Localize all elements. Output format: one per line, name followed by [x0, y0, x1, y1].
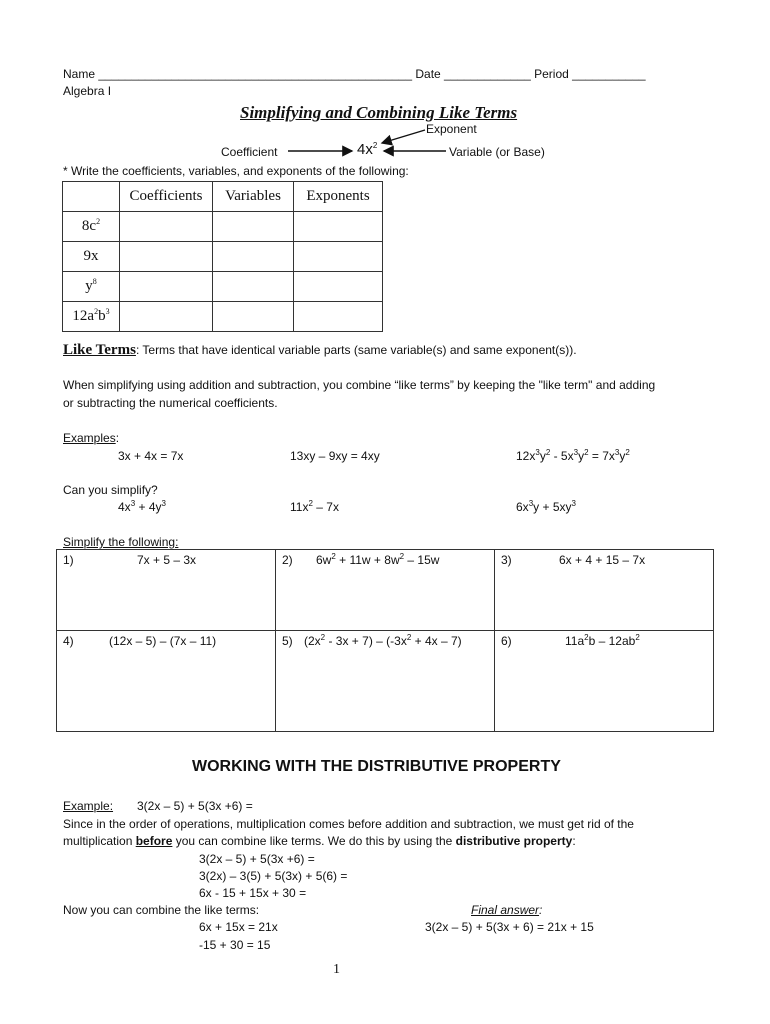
answer-cell[interactable] — [213, 272, 294, 302]
problem-expression: 6x + 4 + 15 – 7x — [559, 553, 646, 567]
example-1: 3x + 4x = 7x — [118, 449, 184, 463]
problem-number: 4) — [63, 634, 74, 648]
term-cell: $y^8$ — [63, 272, 120, 302]
problem-expression: 7x + 5 – 3x — [137, 553, 197, 567]
coefficient-label: Coefficient — [221, 145, 278, 159]
problem-cell[interactable] — [276, 631, 495, 732]
answer-cell[interactable] — [213, 242, 294, 272]
problem-cell[interactable] — [495, 631, 714, 732]
answer-cell[interactable] — [120, 212, 213, 242]
variable-label: Variable (or Base) — [449, 145, 545, 159]
can-you-simplify-label: Can you simplify? — [63, 483, 158, 497]
combine-label: Now you can combine the like terms: — [63, 903, 260, 917]
step-2: 3(2x) – 3(5) + 5(3x) + 5(6) = — [199, 869, 348, 883]
problem-expression: $6w^2 + 11w + 8w^2 - 15w$ — [316, 552, 440, 567]
example-term: $4x^2$ — [357, 141, 378, 158]
table-header-row — [63, 182, 383, 212]
example-expression: 3(2x – 5) + 5(3x +6) = — [137, 799, 253, 813]
simplify-problems-table — [56, 549, 714, 732]
answer-cell[interactable] — [294, 302, 383, 332]
final-answer-label: Final answer: — [471, 903, 543, 917]
section-heading: WORKING WITH THE DISTRIBUTIVE PROPERTY — [192, 758, 561, 775]
answer-cell[interactable] — [120, 242, 213, 272]
coefficients-table — [62, 181, 383, 332]
problem-number: 2) — [282, 553, 293, 567]
like-terms-label: Like Terms — [63, 342, 136, 358]
simplify-label: Simplify the following: — [63, 535, 179, 549]
problem-number: 3) — [501, 553, 512, 567]
term-cell: $8c^2$ — [63, 212, 120, 242]
answer-cell[interactable] — [294, 242, 383, 272]
like-terms-definition: Like Terms: Terms that have identical variable parts (same variable(s) and same exponent(s)). — [63, 342, 577, 358]
problem-expression: $(2x^2 - 3x + 7) - (-3x^2 + 4x - 7)$ — [304, 633, 462, 648]
table-row — [63, 212, 383, 242]
answer-cell[interactable] — [120, 272, 213, 302]
table-row — [63, 242, 383, 272]
header-coefficients: Coefficients — [120, 182, 213, 212]
problem-number: 5) — [282, 634, 293, 648]
exponent-arrow — [382, 130, 425, 143]
step-3: 6x - 15 + 15x + 30 = — [199, 886, 307, 900]
table-row — [57, 631, 714, 732]
instruction-text: * Write the coefficients, variables, and exponents of the following: — [63, 164, 409, 178]
table-corner-cell — [63, 182, 120, 212]
example-2: 13xy – 9xy = 4xy — [290, 449, 380, 463]
problem-cell[interactable] — [57, 631, 276, 732]
final-answer: 3(2x – 5) + 5(3x + 6) = 21x + 15 — [425, 920, 594, 934]
step-1: 3(2x – 5) + 5(3x +6) = — [199, 852, 315, 866]
paragraph-line: When simplifying using addition and subtraction, you combine “like terms” by keeping the "like term" and adding — [63, 378, 656, 392]
examples-label: Examples: — [63, 431, 120, 445]
answer-cell[interactable] — [213, 302, 294, 332]
course-label: Algebra I — [63, 84, 112, 98]
problem-expression: $11a^2b - 12ab^2$ — [565, 633, 640, 648]
combine-step-1: 6x + 15x = 21x — [199, 920, 278, 934]
page-title: Simplifying and Combining Like Terms — [240, 103, 518, 122]
table-row — [63, 272, 383, 302]
paragraph-line: Since in the order of operations, multiplication comes before addition and subtraction, we must get rid of the — [63, 817, 634, 831]
paragraph-line: multiplication before you can combine like terms. We do this by using the distributive property: — [63, 834, 576, 848]
practice-1: $4x^3 + 4y^3$ — [118, 499, 166, 514]
answer-cell[interactable] — [294, 212, 383, 242]
practice-3: $6x^3y + 5xy^3$ — [516, 499, 576, 514]
table-row — [63, 302, 383, 332]
exponent-label: Exponent — [426, 122, 477, 136]
problem-number: 1) — [63, 553, 74, 567]
answer-cell[interactable] — [213, 212, 294, 242]
header-exponents: Exponents — [294, 182, 383, 212]
term-cell: 9x — [63, 242, 120, 272]
problem-expression: (12x – 5) – (7x – 11) — [109, 634, 217, 648]
example-label: Example: — [63, 799, 114, 813]
problem-cell[interactable] — [495, 550, 714, 631]
problem-number: 6) — [501, 634, 512, 648]
answer-cell[interactable] — [294, 272, 383, 302]
answer-cell[interactable] — [120, 302, 213, 332]
term-diagram-arrows — [0, 0, 770, 170]
table-row — [57, 550, 714, 631]
paragraph-line: or subtracting the numerical coefficients. — [63, 396, 278, 410]
name-date-period-line: Name _______________________________________________ Date _____________ Period ___________ — [63, 67, 646, 81]
page-number: 1 — [333, 962, 340, 977]
combine-step-2: -15 + 30 = 15 — [199, 938, 271, 952]
problem-cell[interactable] — [57, 550, 276, 631]
problem-cell[interactable] — [276, 550, 495, 631]
example-3: $12x^3y^2 - 5x^3y^2 = 7x^3y^2$ — [516, 448, 630, 463]
header-variables: Variables — [213, 182, 294, 212]
term-cell: $12a^2b^3$ — [63, 302, 120, 332]
practice-2: $11x^2 - 7x$ — [290, 499, 339, 514]
